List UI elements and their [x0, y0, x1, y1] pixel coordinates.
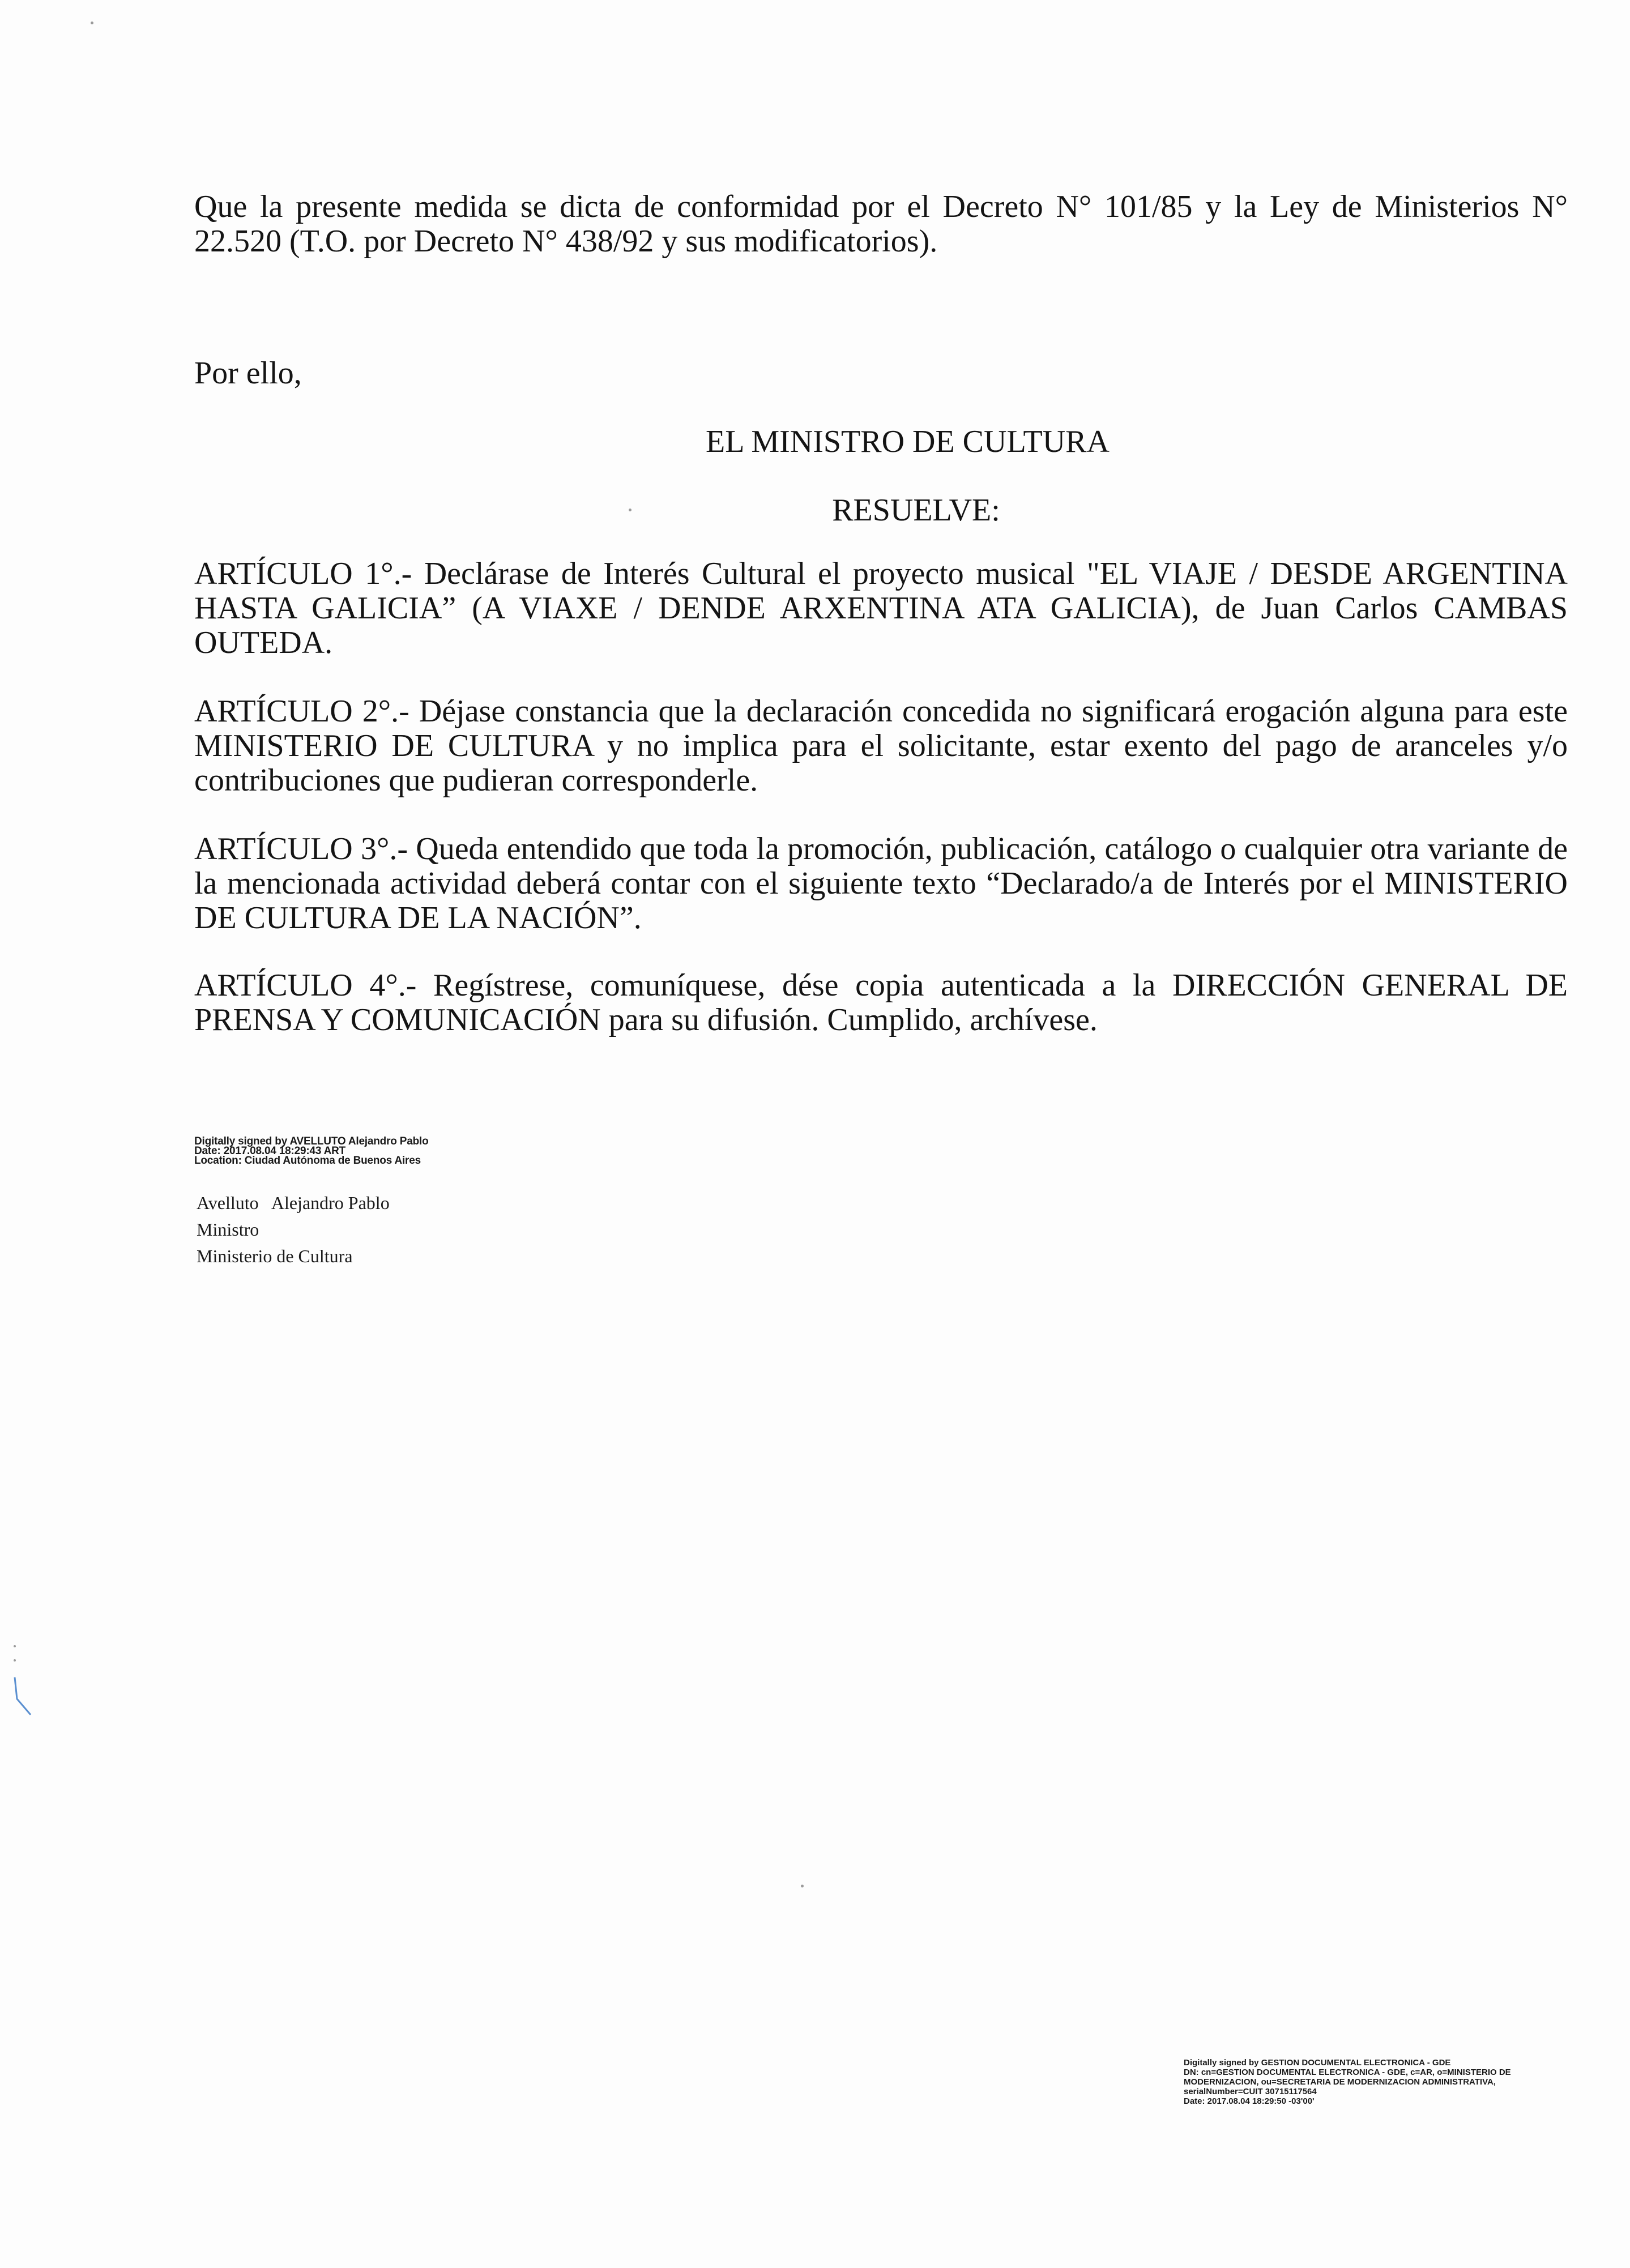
articulo-2: ARTÍCULO 2°.- Déjase constancia que la declaración concedida no significará erogación alguna para este MINISTERIO DE CULTURA y no implica para el solicitante, estar exento del pago de aranceles y/o contribuciones que pudieran corresponderle. [194, 694, 1568, 798]
scan-speck [801, 1885, 804, 1887]
gde-digital-stamp [1184, 2058, 1529, 2106]
scan-speck [14, 1645, 16, 1647]
paragraph-decree-reference: Que la presente medida se dicta de conformidad por el Decreto N° 101/85 y la Ley de Ministerios N° 22.520 (T.O. por Decreto N° 438/92 y sus modificatorios). [194, 189, 1568, 259]
scan-speck [14, 1659, 16, 1662]
paragraph-por-ello: Por ello, [194, 356, 302, 391]
signer-block [197, 1190, 390, 1270]
scan-speck [91, 22, 93, 24]
digital-signature-signed-by: Digitally signed by AVELLUTO Alejandro Pablo [194, 1135, 429, 1147]
document-title: EL MINISTRO DE CULTURA [706, 424, 1110, 459]
scan-speck [629, 509, 631, 511]
gde-stamp-dn: DN: cn=GESTION DOCUMENTAL ELECTRONICA - GDE, c=AR, o=MINISTERIO DE MODERNIZACION, ou=SECRETARIA DE MODERNIZACION ADMINISTRATIVA, serialNumber=CUIT 30715117564 [1184, 2068, 1511, 2096]
articulo-1: ARTÍCULO 1°.- Declárase de Interés Cultural el proyecto musical "EL VIAJE / DESDE ARGENTINA HASTA GALICIA” (A VIAXE / DENDE ARXENTINA ATA GALICIA), de Juan Carlos CAMBAS OUTEDA. [194, 556, 1568, 660]
digital-signature-date: Date: 2017.08.04 18:29:43 ART [194, 1145, 346, 1157]
resuelve-heading: RESUELVE: [832, 493, 1000, 528]
signer-name: Avelluto Alejandro Pablo [197, 1193, 390, 1213]
signer-organization: Ministerio de Cultura [197, 1246, 353, 1266]
gde-stamp-date: Date: 2017.08.04 18:29:50 -03'00' [1184, 2096, 1315, 2106]
articulo-3: ARTÍCULO 3°.- Queda entendido que toda la promoción, publicación, catálogo o cualquier otra variante de la mencionada actividad deberá contar con el siguiente texto “Declarado/a de Interés por el MINISTERIO DE CULTURA DE LA NACIÓN”. [194, 831, 1568, 936]
signer-role: Ministro [197, 1219, 259, 1240]
articulo-4: ARTÍCULO 4°.- Regístrese, comuníquese, dése copia autenticada a la DIRECCIÓN GENERAL DE PRENSA Y COMUNICACIÓN para su difusión. Cumplido, archívese. [194, 968, 1568, 1037]
scan-mark [11, 1676, 34, 1716]
gde-stamp-signed-by: Digitally signed by GESTION DOCUMENTAL ELECTRONICA - GDE [1184, 2058, 1451, 2068]
digital-signature-metadata [194, 1137, 428, 1165]
digital-signature-location: Location: Ciudad Autónoma de Buenos Aires [194, 1155, 421, 1167]
